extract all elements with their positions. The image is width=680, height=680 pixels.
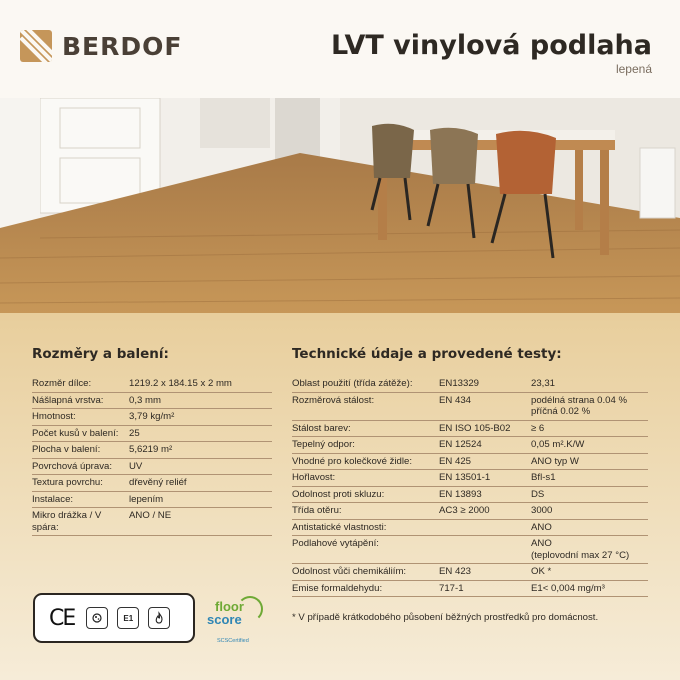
table-row xyxy=(292,580,648,597)
row-standard: 717-1 xyxy=(439,580,531,597)
table-row xyxy=(292,437,648,454)
row-value: 23,31 xyxy=(531,376,648,392)
row-standard: AC3 ≥ 2000 xyxy=(439,503,531,520)
row-label: Tepelný odpor: xyxy=(292,437,439,454)
row-standard: EN ISO 105-B02 xyxy=(439,420,531,437)
row-label: Oblast použití (třída zátěže): xyxy=(292,376,439,392)
table-row xyxy=(32,425,272,442)
row-value xyxy=(531,392,648,420)
row-value: E1< 0,004 mg/m³ xyxy=(531,580,648,597)
floorscore-logo xyxy=(203,598,269,650)
dimensions-table xyxy=(32,376,272,536)
row-value xyxy=(531,536,648,564)
table-row xyxy=(32,475,272,492)
table-row xyxy=(292,519,648,536)
row-value: 3000 xyxy=(531,503,648,520)
row-label: Rozměr dílce: xyxy=(32,376,129,392)
left-section-title: Rozměry a balení: xyxy=(32,346,169,362)
row-value: ANO / NE xyxy=(129,508,272,536)
fire-icon xyxy=(148,607,170,629)
row-standard: EN 12524 xyxy=(439,437,531,454)
row-label: Počet kusů v balení: xyxy=(32,425,129,442)
e1-icon: E1 xyxy=(117,607,139,629)
row-value: DS xyxy=(531,486,648,503)
row-standard: EN 13893 xyxy=(439,486,531,503)
footnote: * V případě krátkodobého působení běžných prostředků pro domácnost. xyxy=(292,612,599,623)
brand-logo xyxy=(20,30,182,62)
table-row xyxy=(292,376,648,392)
row-value: ≥ 6 xyxy=(531,420,648,437)
row-label: Povrchová úprava: xyxy=(32,458,129,475)
table-row xyxy=(32,458,272,475)
row-value-line2: (teplovodní max 27 °C) xyxy=(531,549,630,561)
table-row xyxy=(32,491,272,508)
row-label: Třída otěru: xyxy=(292,503,439,520)
table-row xyxy=(292,503,648,520)
floorscore-line2: score xyxy=(207,612,242,627)
table-row xyxy=(32,409,272,426)
table-row xyxy=(292,420,648,437)
row-value-line1: ANO xyxy=(531,538,552,549)
row-label: Emise formaldehydu: xyxy=(292,580,439,597)
header xyxy=(0,0,680,98)
row-standard: EN 425 xyxy=(439,453,531,470)
technical-table xyxy=(292,376,648,597)
row-label: Plocha v balení: xyxy=(32,442,129,459)
row-label: Hmotnost: xyxy=(32,409,129,426)
row-value: 25 xyxy=(129,425,272,442)
floorscore-certified: SCSCertified xyxy=(217,638,249,644)
logo-mark-icon xyxy=(20,30,52,62)
row-value: UV xyxy=(129,458,272,475)
page-title: LVT vinylová podlaha xyxy=(330,30,652,61)
row-label: Rozměrová stálost: xyxy=(292,392,439,420)
table-row xyxy=(292,392,648,420)
row-label: Odolnost vůči chemikáliím: xyxy=(292,564,439,581)
row-value: ANO xyxy=(531,519,648,536)
table-row xyxy=(292,486,648,503)
row-value: 3,79 kg/m² xyxy=(129,409,272,426)
row-label: Antistatické vlastnosti: xyxy=(292,519,439,536)
table-row xyxy=(292,564,648,581)
bacteria-icon xyxy=(86,607,108,629)
row-value-line2: příčná 0.02 % xyxy=(531,406,591,417)
row-standard: EN 423 xyxy=(439,564,531,581)
row-value: Bfl-s1 xyxy=(531,470,648,487)
row-value: lepením xyxy=(129,491,272,508)
table-row xyxy=(32,392,272,409)
table-row xyxy=(292,470,648,487)
right-section-title: Technické údaje a provedené testy: xyxy=(292,346,562,362)
table-row xyxy=(32,508,272,536)
row-value: OK * xyxy=(531,564,648,581)
row-standard xyxy=(439,536,531,564)
row-value: 5,6219 m² xyxy=(129,442,272,459)
row-label: Vhodné pro kolečkové židle: xyxy=(292,453,439,470)
row-standard: EN 434 xyxy=(439,392,531,420)
table-row xyxy=(32,376,272,392)
row-label: Nášlapná vrstva: xyxy=(32,392,129,409)
interior-photo xyxy=(0,98,680,313)
row-value: ANO typ W xyxy=(531,453,648,470)
row-value: 1219.2 x 184.15 x 2 mm xyxy=(129,376,272,392)
table-row xyxy=(32,442,272,459)
row-label: Hořlavost: xyxy=(292,470,439,487)
brand-name: BERDOF xyxy=(62,31,183,61)
row-label: Podlahové vytápění: xyxy=(292,536,439,564)
row-label: Stálost barev: xyxy=(292,420,439,437)
table-row xyxy=(292,453,648,470)
row-label: Instalace: xyxy=(32,491,129,508)
row-value: 0,05 m².K/W xyxy=(531,437,648,454)
page-subtitle: lepená xyxy=(615,62,652,76)
certification-box xyxy=(33,593,195,643)
row-standard: EN 13501-1 xyxy=(439,470,531,487)
table-row xyxy=(292,536,648,564)
row-value: 0,3 mm xyxy=(129,392,272,409)
row-value-line1: podélná strana 0.04 % xyxy=(531,394,628,406)
floorscore-line1: floor xyxy=(215,599,244,614)
row-label: Mikro drážka / V spára: xyxy=(32,508,129,536)
row-standard xyxy=(439,519,531,536)
ce-mark: CE xyxy=(49,605,75,631)
row-label: Textura povrchu: xyxy=(32,475,129,492)
row-standard: EN13329 xyxy=(439,376,531,392)
row-value: dřevěný reliéf xyxy=(129,475,272,492)
row-label: Odolnost proti skluzu: xyxy=(292,486,439,503)
